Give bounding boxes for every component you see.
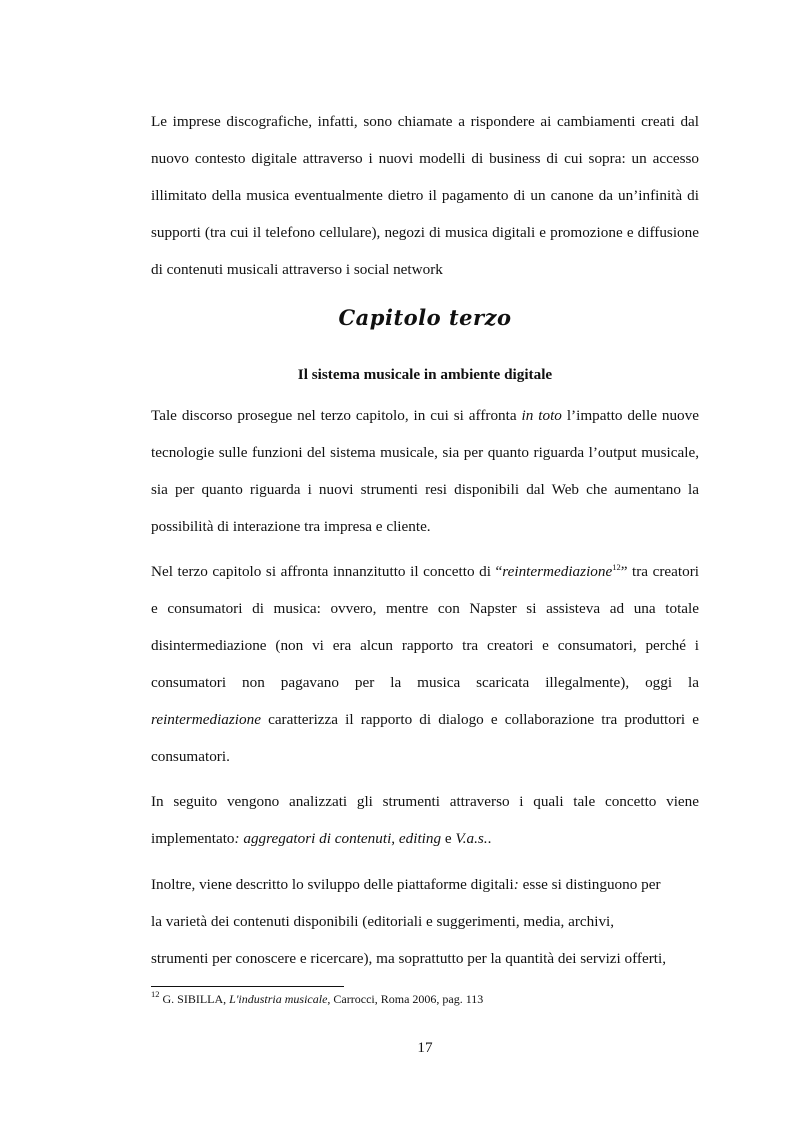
paragraph-intro: Le imprese discografiche, infatti, sono chiamate a rispondere ai cambiamenti creati dal nuovo contesto digitale attraverso i nuovi modelli di business di cui sopra: un accesso illimitato della musica eventualmente dietro il pagamento di un canone da un’infinità di supporti (tra cui il telefono cellulare), negozi di musica digitali e promozione e diffusione di contenuti musicali attraverso i social network	[151, 113, 699, 278]
section-title: Il sistema musicale in ambiente digitale	[297, 366, 553, 383]
page-number: 17	[417, 1039, 433, 1056]
paragraph-piattaforme: Inoltre, viene descritto lo sviluppo delle piattaforme digitali: esse si distinguono per la varietà dei contenuti disponibili (editoriali e suggerimenti, media, archivi, strumenti per conoscere e ricercare), ma soprattutto per la quantità dei servizi offerti,	[151, 876, 667, 967]
reintermediazione-term: reintermediazione	[151, 711, 261, 728]
footnote-number: 12	[151, 989, 160, 999]
paragraph-chapter-overview: Tale discorso prosegue nel terzo capitolo, in cui si affronta in toto l’impatto delle nuove tecnologie sulle funzioni del sistema musicale, sia per quanto riguarda l’output musicale, sia per quanto riguarda i nuovi strumenti resi disponibili dal Web che aumentano la possibilità di interazione tra impresa e cliente.	[151, 407, 699, 535]
footnote: $^{12}$ G. SIBILLA, L'industria musicale, Carrocci, Roma 2006, pag. 113	[151, 989, 484, 1006]
chapter-title: Capitolo terzo	[338, 305, 512, 330]
paragraph-strumenti: In seguito vengono analizzati gli strumenti attraverso i quali tale concetto viene implementato: aggregatori di contenuti, editing e V.a.s..	[151, 793, 699, 847]
footnote-divider	[151, 986, 344, 987]
in-toto-term: in toto	[521, 407, 562, 424]
paragraph-reintermediazione: Nel terzo capitolo si affronta innanzitutto il concetto di “reintermediazione$^{12}$” tra creatori e consumatori di musica: ovvero, mentre con Napster si assisteva ad una totale disintermediazione (non vi era alcun rapporto tra creatori e consumatori, perché i consumatori non pagavano per la musica scaricata illegalmente), oggi la reintermediazione caratterizza il rapporto di dialogo e collaborazione tra produttori e consumatori.	[151, 562, 699, 765]
footnote-book-title: L'industria musicale	[229, 992, 328, 1006]
reintermediazione-term: reintermediazione	[502, 563, 613, 580]
footnote-reference: 12	[612, 562, 621, 572]
